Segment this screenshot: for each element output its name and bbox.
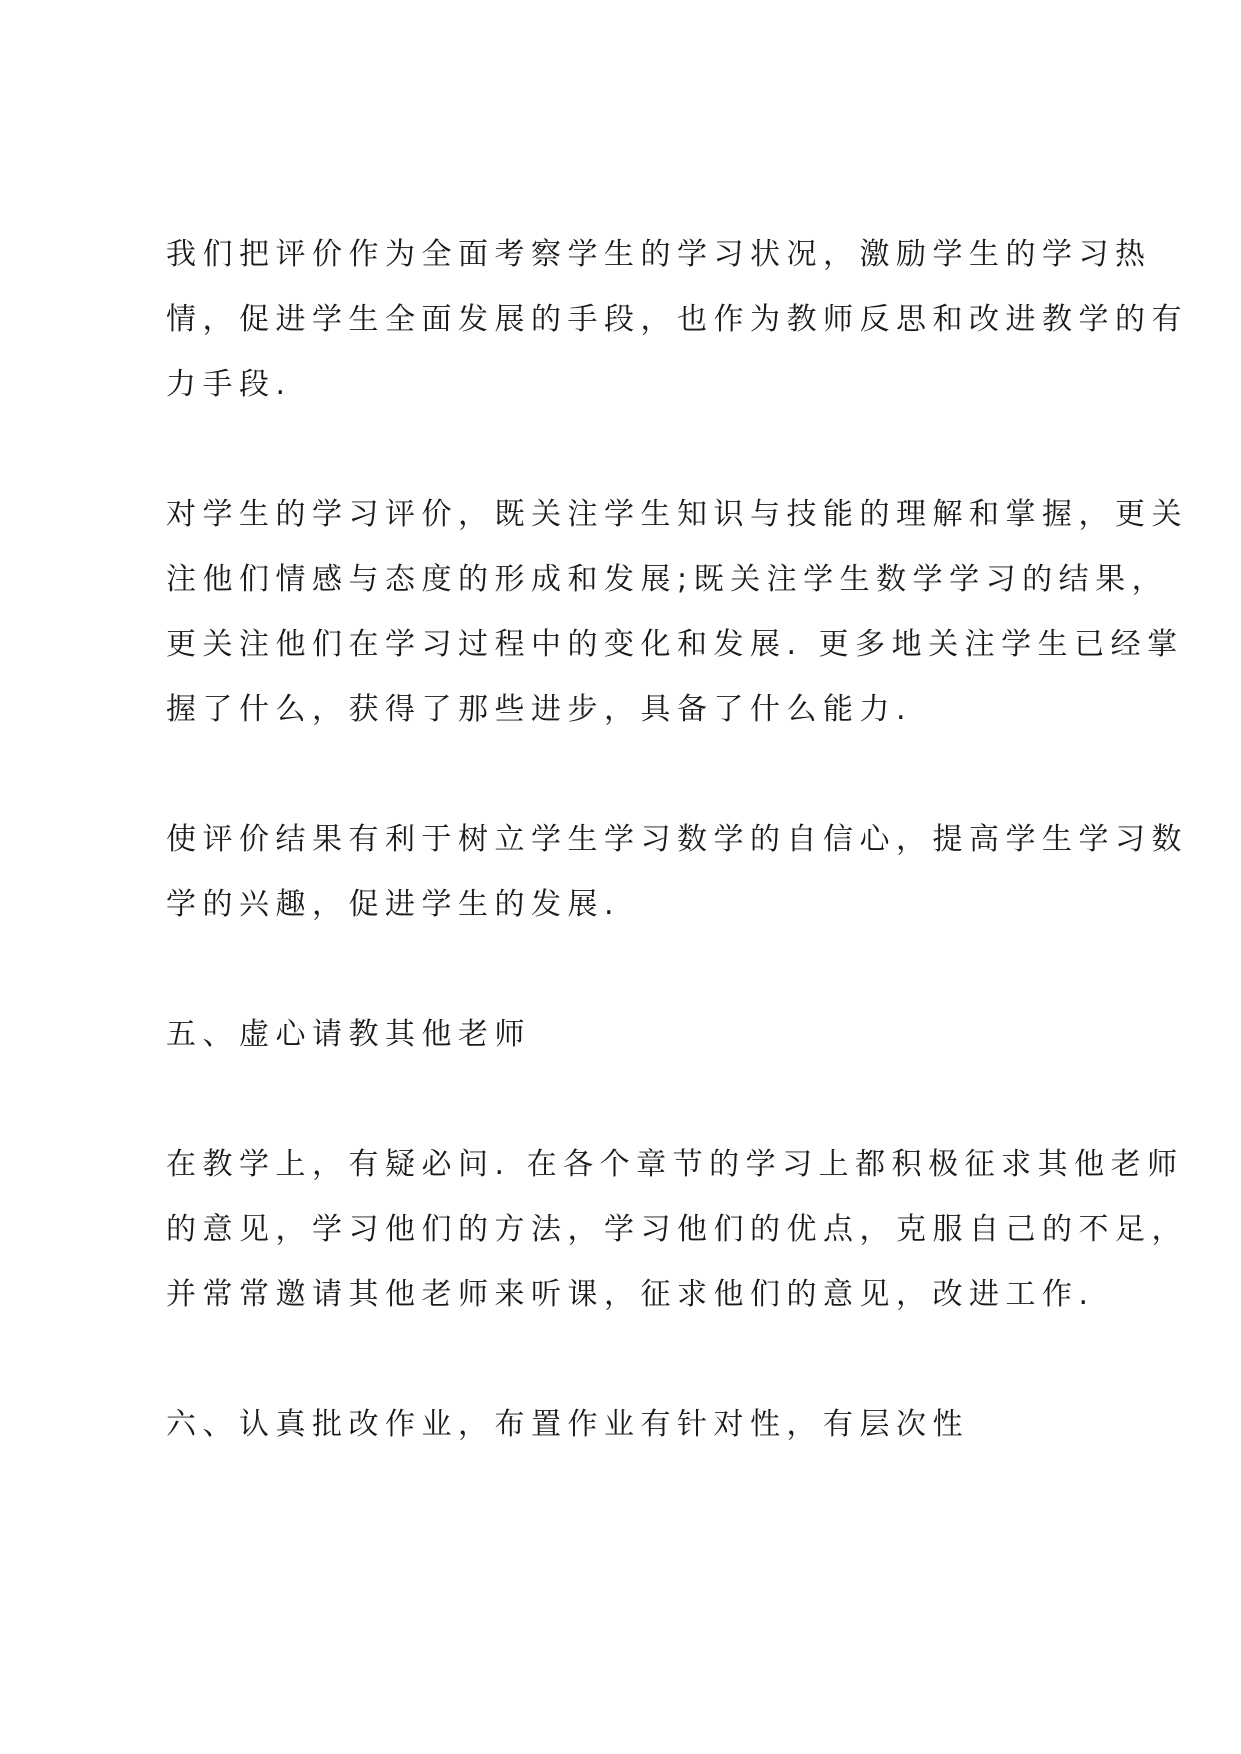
heading-text: 六、认真批改作业，布置作业有针对性，有层次性 <box>166 1407 969 1442</box>
paragraph-student-assessment <box>166 482 1188 742</box>
section-heading-6 <box>166 1392 1096 1457</box>
text-line: 学的兴趣，促进学生的发展. <box>166 887 621 922</box>
text-line: 使评价结果有利于树立学生学习数学的自信心，提高学生学习数 <box>166 822 1188 857</box>
section-heading-5 <box>166 1002 1096 1067</box>
text-line: 注他们情感与态度的形成和发展;既关注学生数学学习的结果， <box>166 562 1169 597</box>
text-line: 我们把评价作为全面考察学生的学习状况，激励学生的学习热 <box>166 237 1152 272</box>
text-line: 力手段. <box>166 367 292 402</box>
text-line: 情，促进学生全面发展的手段，也作为教师反思和改进教学的有 <box>166 302 1188 337</box>
heading-text: 五、虚心请教其他老师 <box>166 1017 531 1052</box>
text-line: 更关注他们在学习过程中的变化和发展. 更多地关注学生已经掌 <box>166 627 1184 662</box>
text-line: 对学生的学习评价，既关注学生知识与技能的理解和掌握，更关 <box>166 497 1188 532</box>
text-line: 的意见，学习他们的方法，学习他们的优点，克服自己的不足， <box>166 1212 1188 1247</box>
paragraph-evaluation-results <box>166 807 1188 937</box>
paragraph-consult-teachers <box>166 1132 1188 1327</box>
document-body <box>166 222 1188 1522</box>
text-line: 并常常邀请其他老师来听课，征求他们的意见，改进工作. <box>166 1277 1095 1312</box>
text-line: 在教学上，有疑必问. 在各个章节的学习上都积极征求其他老师 <box>166 1147 1184 1182</box>
text-line: 握了什么，获得了那些进步，具备了什么能力. <box>166 692 913 727</box>
paragraph-evaluation-purpose <box>166 222 1188 417</box>
